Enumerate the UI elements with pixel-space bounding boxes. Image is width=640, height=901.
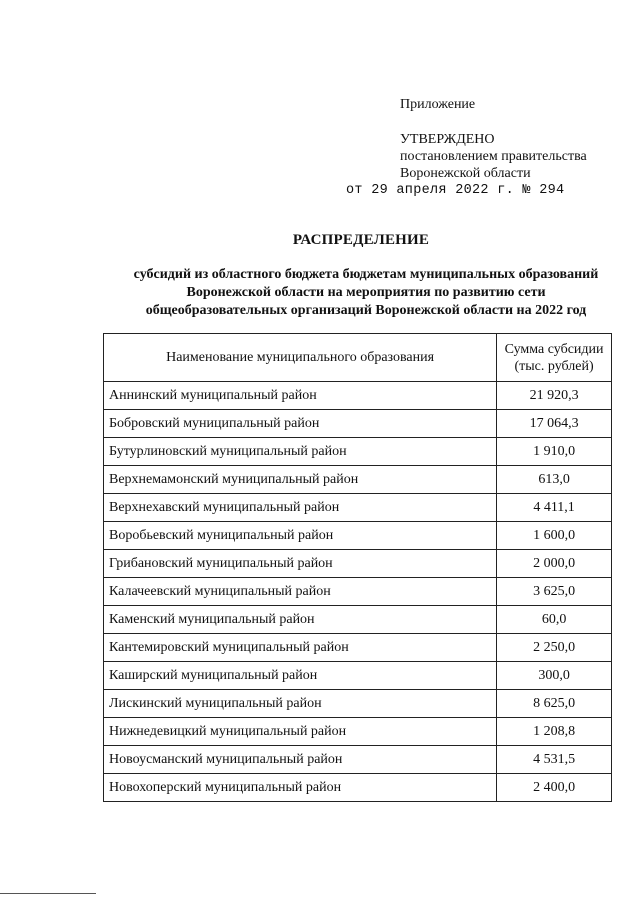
subtitle-line: общеобразовательных организаций Воронежской области на 2022 год bbox=[145, 303, 587, 318]
table-row bbox=[104, 578, 612, 606]
municipality-name-cell: Кантемировский муниципальный район bbox=[104, 634, 497, 662]
subsidy-amount-cell: 3 625,0 bbox=[497, 578, 612, 606]
table-header-row bbox=[104, 334, 612, 382]
municipality-name-cell: Нижнедевицкий муниципальный район bbox=[104, 718, 497, 746]
table-row bbox=[104, 382, 612, 410]
table-row bbox=[104, 494, 612, 522]
amount-header-line: Сумма субсидии bbox=[504, 341, 604, 357]
municipality-name-cell: Грибановский муниципальный район bbox=[104, 550, 497, 578]
subsidy-amount-cell: 21 920,3 bbox=[497, 382, 612, 410]
table-row bbox=[104, 438, 612, 466]
municipality-name-cell: Воробьевский муниципальный район bbox=[104, 522, 497, 550]
subsidy-amount-cell: 60,0 bbox=[497, 606, 612, 634]
subsidy-amount-cell: 613,0 bbox=[497, 466, 612, 494]
subsidy-amount-cell: 300,0 bbox=[497, 662, 612, 690]
municipality-name-cell: Верхнемамонский муниципальный район bbox=[104, 466, 497, 494]
table-row bbox=[104, 550, 612, 578]
municipality-name-cell: Аннинский муниципальный район bbox=[104, 382, 497, 410]
approved-label: УТВЕРЖДЕНО bbox=[400, 132, 495, 147]
table-row bbox=[104, 606, 612, 634]
table-row bbox=[104, 662, 612, 690]
municipality-name-cell: Бобровский муниципальный район bbox=[104, 410, 497, 438]
table-row bbox=[104, 718, 612, 746]
municipality-name-cell: Бутурлиновский муниципальный район bbox=[104, 438, 497, 466]
municipality-name-cell: Каширский муниципальный район bbox=[104, 662, 497, 690]
municipality-name-cell: Новохоперский муниципальный район bbox=[104, 774, 497, 802]
table-row bbox=[104, 774, 612, 802]
amount-column-header bbox=[497, 334, 612, 382]
subsidy-amount-cell: 8 625,0 bbox=[497, 690, 612, 718]
document-title: РАСПРЕДЕЛЕНИЕ bbox=[292, 232, 430, 248]
name-column-header: Наименование муниципального образования bbox=[104, 334, 497, 382]
subsidy-amount-cell: 4 411,1 bbox=[497, 494, 612, 522]
table-row bbox=[104, 522, 612, 550]
municipality-name-cell: Лискинский муниципальный район bbox=[104, 690, 497, 718]
decree-reference: от 29 апреля 2022 г. № 294 bbox=[346, 183, 565, 198]
table-row bbox=[104, 634, 612, 662]
municipality-name-cell: Каменский муниципальный район bbox=[104, 606, 497, 634]
subtitle-line: субсидий из областного бюджета бюджетам муниципальных образований bbox=[133, 267, 599, 282]
approved-by-region: Воронежской области bbox=[400, 166, 531, 181]
subsidy-amount-cell: 1 910,0 bbox=[497, 438, 612, 466]
table-row bbox=[104, 746, 612, 774]
subsidy-table bbox=[103, 333, 612, 802]
subsidy-amount-cell: 2 400,0 bbox=[497, 774, 612, 802]
table-row bbox=[104, 690, 612, 718]
table-row bbox=[104, 410, 612, 438]
table-row bbox=[104, 466, 612, 494]
appendix-label: Приложение bbox=[400, 97, 476, 112]
subsidy-amount-cell: 1 208,8 bbox=[497, 718, 612, 746]
municipality-name-cell: Верхнехавский муниципальный район bbox=[104, 494, 497, 522]
approved-by-line: постановлением правительства bbox=[400, 149, 587, 164]
subsidy-amount-cell: 2 250,0 bbox=[497, 634, 612, 662]
municipality-name-cell: Новоусманский муниципальный район bbox=[104, 746, 497, 774]
page-edge-line bbox=[0, 893, 96, 894]
subsidy-amount-cell: 1 600,0 bbox=[497, 522, 612, 550]
subsidy-amount-cell: 2 000,0 bbox=[497, 550, 612, 578]
municipality-name-cell: Калачеевский муниципальный район bbox=[104, 578, 497, 606]
subsidy-amount-cell: 17 064,3 bbox=[497, 410, 612, 438]
subtitle-line: Воронежской области на мероприятия по развитию сети bbox=[186, 285, 546, 300]
subsidy-amount-cell: 4 531,5 bbox=[497, 746, 612, 774]
document-subtitle bbox=[96, 266, 636, 320]
table-body bbox=[104, 382, 612, 802]
approval-block bbox=[400, 96, 587, 182]
amount-header-unit: (тыс. рублей) bbox=[514, 358, 594, 374]
